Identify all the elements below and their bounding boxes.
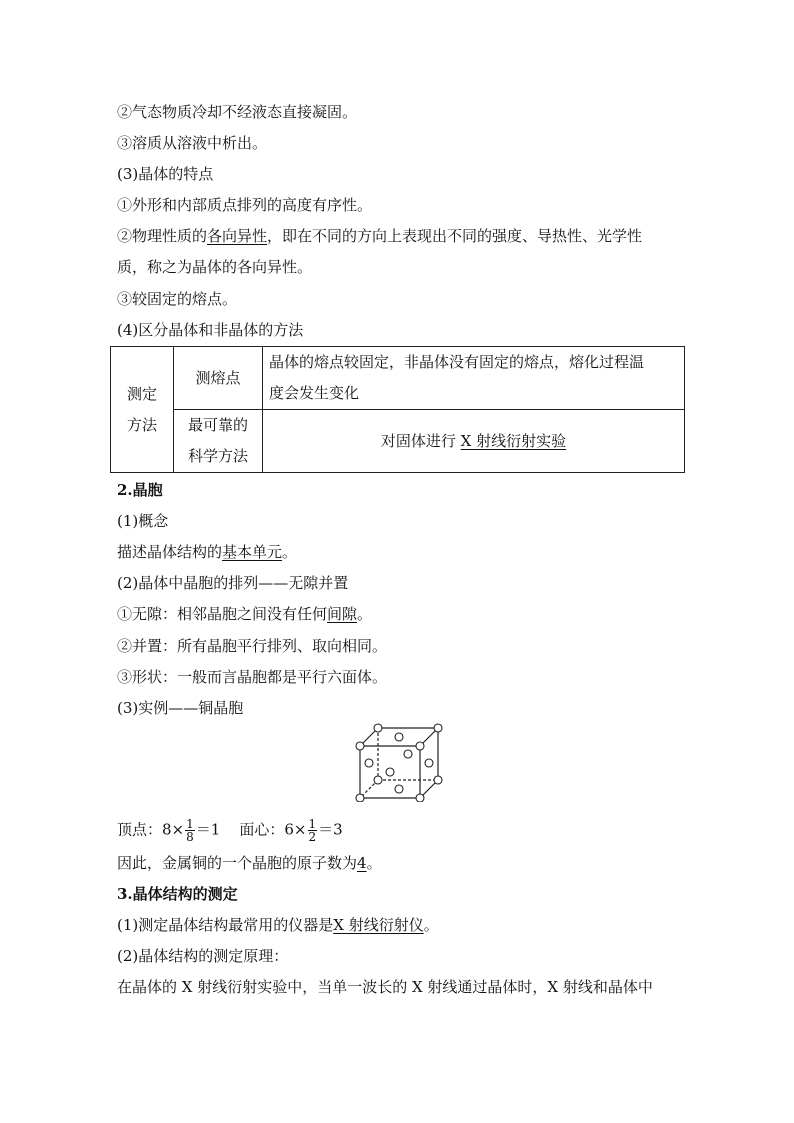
text-line: ③形状：一般而言晶胞都是平行六面体。 — [117, 668, 388, 686]
underlined-term: 基本单元 — [222, 543, 283, 561]
text-line: ②并置：所有晶胞平行排列、取向相同。 — [117, 637, 388, 655]
table-row-label: 测定 方法 — [111, 347, 174, 473]
text-segment: ②物理性质的 — [117, 227, 208, 245]
subheading-concept: (1)概念 — [117, 512, 169, 530]
underlined-term: X 射线衍射实验 — [460, 431, 567, 450]
text-line: ①外形和内部质点排列的高度有序性。 — [117, 196, 373, 214]
subheading-crystal-features: (3)晶体的特点 — [117, 165, 214, 183]
method-melting-point: 测熔点 — [174, 347, 263, 410]
text-segment: ，即在不同的方向上表现出不同的强度、导热性、光学性 — [267, 227, 643, 245]
instrument-line: (1)测定晶体结构最常用的仪器是X 射线衍射仪。 — [117, 916, 439, 934]
anisotropy-line — [117, 226, 642, 246]
underlined-term: 间隙 — [327, 605, 358, 623]
no-gap-line: ①无隙：相邻晶胞之间没有任何间隙。 — [117, 605, 373, 623]
subheading-example: (3)实例——铜晶胞 — [117, 699, 244, 717]
method-xray-desc: 对固体进行 X 射线衍射实验 — [263, 410, 685, 473]
text-line: 质，称之为晶体的各向异性。 — [117, 258, 313, 276]
text-line: ③溶质从溶液中析出。 — [117, 134, 268, 152]
text-line: 在晶体的 X 射线衍射实验中，当单一波长的 X 射线通过晶体时，X 射线和晶体中 — [117, 978, 653, 996]
section-heading: 3.晶体结构的测定 — [117, 885, 238, 903]
conclusion-line: 因此，金属铜的一个晶胞的原子数为4。 — [117, 854, 382, 872]
subheading-distinguish: (4)区分晶体和非晶体的方法 — [117, 321, 304, 339]
fraction-one-eighth: $\frac{1}{8}$ — [186, 817, 194, 844]
underlined-term: 各向异性 — [207, 227, 268, 245]
text-line: ②气态物质冷却不经液态直接凝固。 — [117, 103, 358, 121]
fraction-one-half: $\frac{1}{2}$ — [308, 817, 317, 844]
atom-count-calculation: 顶点：8× $\frac{1}{8}$ ＝1 面心：6× $\frac{1}{2}$ ＝3 — [117, 817, 343, 844]
concept-line: 描述晶体结构的基本单元。 — [117, 543, 298, 561]
underlined-term: X 射线衍射仪 — [333, 916, 424, 934]
subheading-arrangement: (2)晶体中晶胞的排列——无隙并置 — [117, 574, 349, 592]
method-xray-name: 最可靠的 科学方法 — [174, 410, 263, 473]
section-heading: 2.晶胞 — [117, 481, 163, 499]
method-melting-desc: 晶体的熔点较固定，非晶体没有固定的熔点，熔化过程温 度会发生变化 — [263, 347, 685, 410]
underlined-term: 4 — [357, 854, 367, 872]
copper-unit-cell-figure — [352, 720, 444, 802]
text-line: (2)晶体结构的测定原理： — [117, 947, 289, 965]
text-line: ③较固定的熔点。 — [117, 290, 238, 308]
method-table — [110, 346, 685, 473]
